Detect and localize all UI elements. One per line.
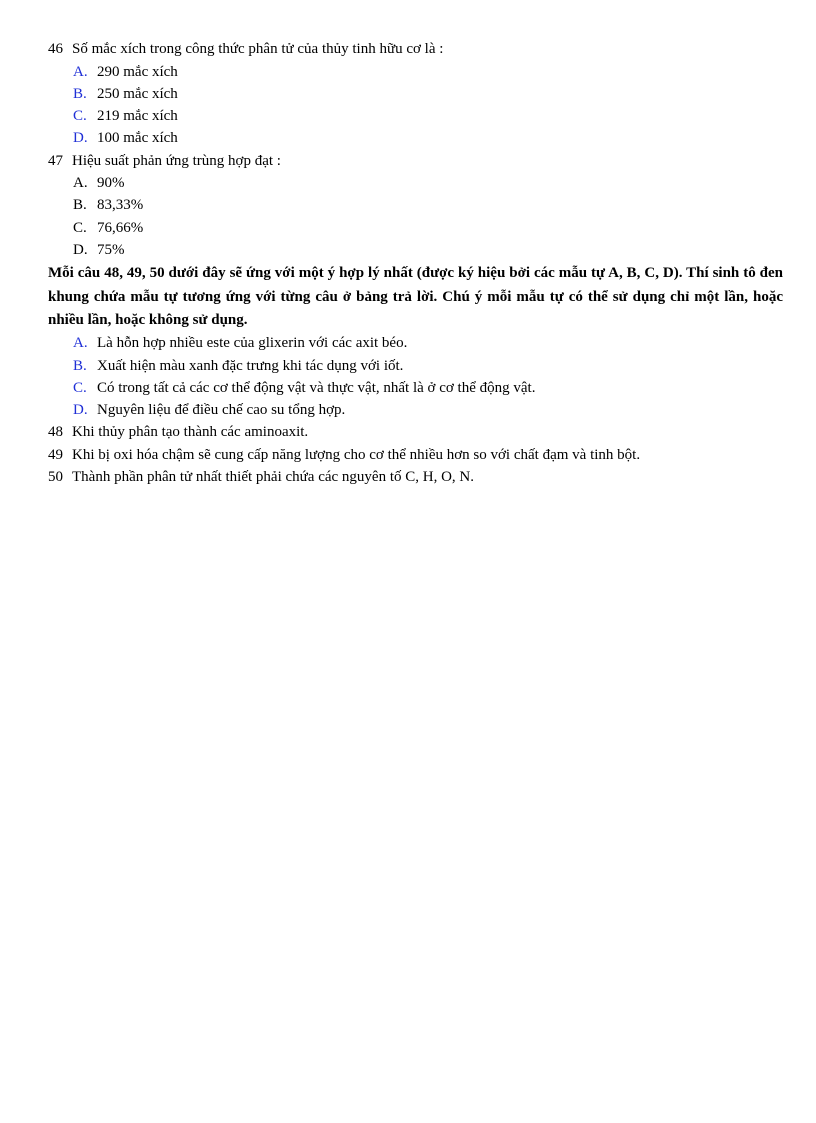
question-number: 46 (48, 41, 63, 57)
question-46 (48, 38, 783, 61)
option-text: Xuất hiện màu xanh đặc trưng khi tác dụng với iốt. (97, 357, 404, 374)
option-text: Là hỗn hợp nhiều este của glixerin với các axit béo. (97, 335, 408, 352)
option-letter: B. (73, 85, 87, 102)
option-letter: D. (73, 130, 88, 147)
option-letter: D. (73, 242, 88, 259)
option-letter: A. (73, 63, 88, 80)
question-number: 48 (48, 424, 63, 441)
question-47-option-b (48, 194, 783, 216)
matching-instruction: Mỗi câu 48, 49, 50 dưới đây sẽ ứng với một ý hợp lý nhất (được ký hiệu bởi các mẫu tự A, B, C, D). Thí sinh tô đen khung chứa mẫu tự tương ứng với từng câu ở bảng trả lời. Chú ý mỗi mẫu tự có thể sử dụng chỉ một lần, hoặc nhiều lần, hoặc không sử dụng. (48, 265, 783, 328)
question-47 (48, 150, 783, 173)
choice-c (48, 377, 783, 399)
option-text: 250 mắc xích (97, 85, 178, 102)
option-letter: B. (73, 197, 87, 214)
question-46-option-a (48, 61, 783, 83)
question-number: 50 (48, 469, 63, 486)
question-text: Khi thủy phân tạo thành các aminoaxit. (72, 424, 309, 441)
option-text: 83,33% (97, 197, 144, 214)
option-text: Nguyên liệu để điều chế cao su tổng hợp. (97, 402, 346, 419)
question-48 (48, 421, 783, 444)
choice-d (48, 399, 783, 421)
choice-b (48, 355, 783, 377)
option-text: 100 mắc xích (97, 130, 178, 147)
option-letter: A. (73, 335, 88, 352)
option-text: Có trong tất cả các cơ thể động vật và thực vật, nhất là ở cơ thể động vật. (97, 379, 536, 396)
option-letter: C. (73, 108, 87, 125)
option-letter: A. (73, 175, 88, 192)
document-page (48, 38, 783, 489)
question-number: 47 (48, 152, 63, 169)
question-47-option-c (48, 217, 783, 239)
question-46-option-d (48, 127, 783, 149)
option-text: 290 mắc xích (97, 63, 178, 80)
question-47-option-d (48, 239, 783, 261)
option-text: 76,66% (97, 219, 144, 236)
question-50 (48, 466, 783, 489)
question-text: Thành phần phân tử nhất thiết phải chứa các nguyên tố C, H, O, N. (72, 469, 474, 486)
option-letter: B. (73, 357, 87, 374)
question-47-option-a (48, 172, 783, 194)
question-text: Số mắc xích trong công thức phân tử của thủy tinh hữu cơ là : (72, 41, 444, 57)
question-46-option-c (48, 105, 783, 127)
option-text: 219 mắc xích (97, 108, 178, 125)
option-letter: C. (73, 219, 87, 236)
option-letter: D. (73, 402, 88, 419)
question-49 (48, 444, 783, 467)
option-text: 90% (97, 175, 125, 192)
choice-a (48, 332, 783, 354)
question-text: Hiệu suất phản ứng trùng hợp đạt : (72, 152, 281, 169)
question-text: Khi bị oxi hóa chậm sẽ cung cấp năng lượng cho cơ thể nhiều hơn so với chất đạm và tinh bột. (72, 446, 641, 463)
question-46-option-b (48, 83, 783, 105)
option-text: 75% (97, 242, 125, 259)
question-number: 49 (48, 446, 63, 463)
option-letter: C. (73, 379, 87, 396)
